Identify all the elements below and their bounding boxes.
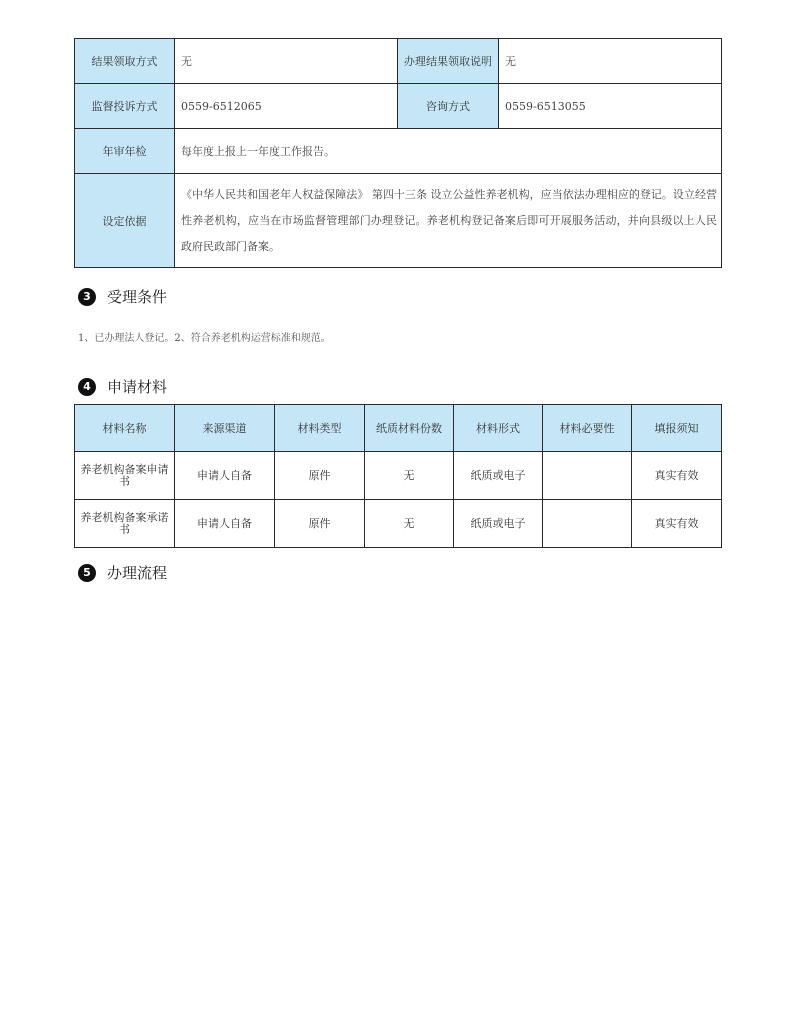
- table-cell: 无: [365, 500, 454, 548]
- section-acceptance-conditions: [78, 286, 167, 307]
- result-method-label: 结果领取方式: [75, 39, 175, 84]
- table-row: [75, 39, 722, 84]
- section-number-badge: 4: [78, 378, 96, 396]
- table-cell: 真实有效: [632, 452, 722, 500]
- table-cell: 真实有效: [632, 500, 722, 548]
- table-row: [75, 174, 722, 268]
- section-process-flow: [78, 562, 167, 583]
- table-row: [75, 452, 722, 500]
- table-cell: [543, 500, 632, 548]
- consult-value: 0559-6513055: [499, 84, 722, 129]
- legal-basis-value: 《中华人民共和国老年人权益保障法》 第四十三条 设立公益性养老机构，应当依法办理相应的登记。设立经营性养老机构，应当在市场监督管理部门办理登记。养老机构登记备案后即可开展服务活动，并向县级以上人民政府民政部门备案。: [175, 174, 722, 268]
- section-title: 受理条件: [107, 288, 168, 306]
- result-note-label: 办理结果领取说明: [398, 39, 499, 84]
- material-name-cell: 养老机构备案承诺书: [75, 500, 175, 548]
- section-title: 申请材料: [107, 378, 168, 396]
- result-method-value: 无: [175, 39, 398, 84]
- column-header: 来源渠道: [175, 405, 275, 452]
- table-cell: 申请人自备: [175, 500, 275, 548]
- column-header: 材料类型: [275, 405, 365, 452]
- legal-basis-label: 设定依据: [75, 174, 175, 268]
- section-application-materials: [78, 376, 167, 397]
- table-row: [75, 500, 722, 548]
- acceptance-conditions-text: 1、已办理法人登记。2、符合养老机构运营标准和规范。: [78, 333, 331, 344]
- service-info-table: [74, 38, 722, 268]
- column-header: 纸质材料份数: [365, 405, 454, 452]
- complaint-value: 0559-6512065: [175, 84, 398, 129]
- table-cell: 无: [365, 452, 454, 500]
- column-header: 填报须知: [632, 405, 722, 452]
- materials-table: [74, 404, 722, 548]
- complaint-label: 监督投诉方式: [75, 84, 175, 129]
- table-cell: [543, 452, 632, 500]
- table-cell: 申请人自备: [175, 452, 275, 500]
- table-cell: 原件: [275, 452, 365, 500]
- table-row: [75, 129, 722, 174]
- table-cell: 纸质或电子: [454, 452, 543, 500]
- column-header: 材料名称: [75, 405, 175, 452]
- section-number-badge: 3: [78, 288, 96, 306]
- consult-label: 咨询方式: [398, 84, 499, 129]
- table-cell: 纸质或电子: [454, 500, 543, 548]
- result-note-value: 无: [499, 39, 722, 84]
- annual-check-label: 年审年检: [75, 129, 175, 174]
- material-name-cell: 养老机构备案申请书: [75, 452, 175, 500]
- annual-check-value: 每年度上报上一年度工作报告。: [175, 129, 722, 174]
- section-number-badge: 5: [78, 564, 96, 582]
- column-header: 材料形式: [454, 405, 543, 452]
- column-header: 材料必要性: [543, 405, 632, 452]
- table-row: [75, 84, 722, 129]
- section-title: 办理流程: [107, 564, 168, 582]
- table-header-row: [75, 405, 722, 452]
- table-cell: 原件: [275, 500, 365, 548]
